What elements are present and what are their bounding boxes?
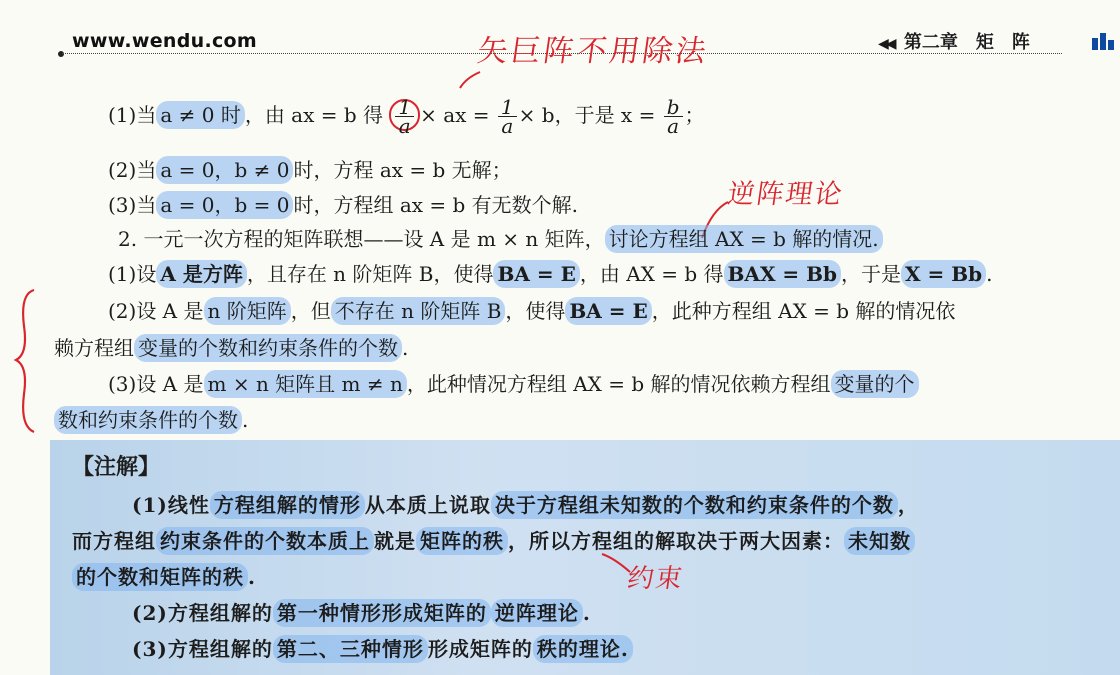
pen-tick-mark: [456, 68, 486, 92]
header-url[interactable]: www.wendu.com: [72, 30, 257, 52]
note-line1: (1)线性 方程组解的情形 从本质上说取 决于方程组未知数的个数和约束条件的个数 ，: [132, 493, 919, 517]
circled-fraction: $\frac{1}{a}$: [389, 99, 420, 131]
handwritten-note-bottom: 约束: [625, 564, 686, 594]
pen-link-mark: [596, 550, 636, 576]
chapter-label: 第二章 矩 阵: [903, 32, 1030, 53]
header-dot: [58, 51, 64, 57]
handwritten-note-middle: 逆阵理论: [725, 179, 846, 210]
section2-case1: (1)设 A 是方阵 ，且存在 n 阶矩阵 B，使得 BA = E ，由 AX = b 得 BAX = Bb ，于是 X = Bb .: [108, 262, 993, 286]
pen-brace-mark: [10, 286, 40, 436]
case1-line1: (1)当 a ≠ 0 时 ，由 ax = b 得 $\frac{1}{a}$ × ax = $\frac{1}{a}$ × b，于是 x = $\frac{b}{a}$ ；: [108, 95, 705, 138]
chapter-title: [878, 28, 1030, 54]
case1-line3: (3)当 a = 0，b = 0 时，方程组 ax = b 有无数个解.: [108, 193, 579, 217]
section2-case3-cont: 数和约束条件的个数 .: [54, 405, 248, 435]
note-line2: 而方程组 约束条件的个数本质上 就是 矩阵的秩 ，所以方程组的解取决于两大因素： 未知数: [72, 526, 915, 556]
section2-case2-cont: 赖方程组 变量的个数和约束条件的个数 .: [54, 336, 409, 360]
section2-intro: 2. 一元一次方程的矩阵联想——设 A 是 m × n 矩阵， 讨论方程组 AX = b 解的情况.: [118, 224, 883, 254]
note-line4: (2)方程组解的 第一种情形形成矩阵的 逆阵理论 .: [132, 601, 591, 625]
note-line5: (3)方程组解的 第二、三种情形 形成矩阵的 秩的理论.: [132, 634, 633, 664]
double-arrow-icon: ◀◀: [878, 36, 894, 52]
note-title: 【注解】: [72, 454, 161, 480]
section2-case3: (3)设 A 是 m × n 矩阵且 m ≠ n ，此种情况方程组 AX = b 解的情况依赖方程组 变量的个: [108, 369, 919, 399]
section2-case2: (2)设 A 是 n 阶矩阵 ，但 不存在 n 阶矩阵 B ，使得 BA = E ，此种方程组 AX = b 解的情况依: [108, 299, 956, 323]
case1-line2: (2)当 a = 0，b ≠ 0 时，方程 ax = b 无解；: [108, 158, 512, 182]
note-line3: 的个数和矩阵的秩 .: [72, 562, 256, 592]
handwritten-note-top: 矢巨阵不用除法: [475, 34, 711, 69]
building-logo-icon: [1090, 30, 1116, 50]
